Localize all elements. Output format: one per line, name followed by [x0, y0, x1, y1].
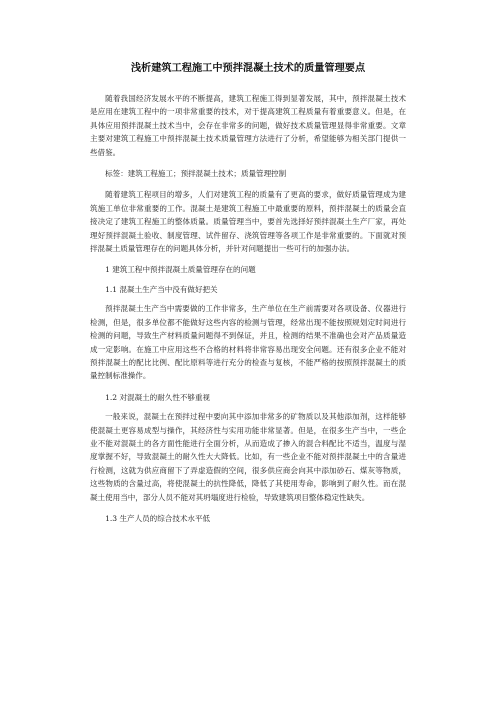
document-body — [90, 62, 406, 525]
section-1-1-paragraph: 预拌混凝土生产当中需要做的工作非常多，生产单位在生产前需要对各项设备、仪器进行检测，但是，很多单位都不能做好这些内容的检测与管理，经常出现不能按照规划定时间进行检测的问题，导致生产材料质量问题得不到保证，并且，检测的结果不准确也会对产品质量造成一定影响。在施工中应用这些不合格的材料将非常容易出现安全问题。还有很多企业不能对预拌混凝土的配比比例、配比原料等进行充分的检查与复核，不能严格的按照预拌混凝土的质量控制标准操作。 — [90, 304, 406, 381]
section-1-2-paragraph: 一般来说，混凝土在预拌过程中要向其中添加非常多的矿物质以及其他添加剂，这样能够使混凝土更容易成型与操作，其经济性与实用功能非常显著。但是，在很多生产当中，一些企业不能对混凝土的各方面性能进行全面分析，从而造成了掺入的混合料配比不适当，温度与湿度掌握不好，导致混凝土的耐久性大大降低。比如，有一些企业不能对预拌混凝土中的含量进行检测，这就为供应商留下了弄虚造假的空间，很多供应商会向其中添加砂石、煤灰等物质，这些物质的含量过高，将使混凝土的抗性降低，降低了其使用寿命，影响到了耐久性。而在混凝土使用当中，部分人员不能对其坍塌度进行检验，导致建筑项目整体稳定性缺失。 — [90, 412, 406, 502]
keywords-line: 标签：建筑工程施工；预拌混凝土技术；质量管理控制 — [105, 169, 287, 179]
section-heading-1-1: 1.1 混凝土生产当中没有做好把关 — [105, 284, 218, 294]
intro-paragraph: 随着建筑工程项目的增多，人们对建筑工程的质量有了更高的要求，做好质量管理成为建筑施工单位非常重要的工作。混凝土是建筑工程施工中最重要的原料，预拌混凝土的质量会直接决定了建筑工程施工的整体质量。质量管理当中，要首先选择好预拌混凝土生产厂家，再处理好预拌混凝土验收、制度管理、试件留存、浇筑管理等各项工作是非常重要的。下面就对预拌混凝土质量管理存在的问题具体分析，并针对问题提出一些可行的加强办法。 — [90, 190, 406, 254]
document-title: 浅析建筑工程施工中预拌混凝土技术的质量管理要点 — [130, 63, 366, 74]
abstract-paragraph: 随着我国经济发展水平的不断提高，建筑工程施工得到显著发展，其中，预拌混凝土技术是应用在建筑工程中的一项非常重要的技术，对于提高建筑工程质量有着重要意义。但是，在具体应用预拌混凝土技术当中，会存在非常多的问题，做好技术质量管理显得非常重要。文章主要对建筑工程施工中预拌混凝土技术质量管理方法进行了分析，希望能够为相关部门提供一些借鉴。 — [90, 94, 406, 157]
section-heading-1: 1 建筑工程中预拌混凝土质量管理存在的问题 — [105, 265, 256, 275]
section-heading-1-2: 1.2 对混凝土的耐久性不够重视 — [105, 392, 211, 402]
section-heading-1-3: 1.3 生产人员的综合技术水平低 — [105, 513, 211, 523]
